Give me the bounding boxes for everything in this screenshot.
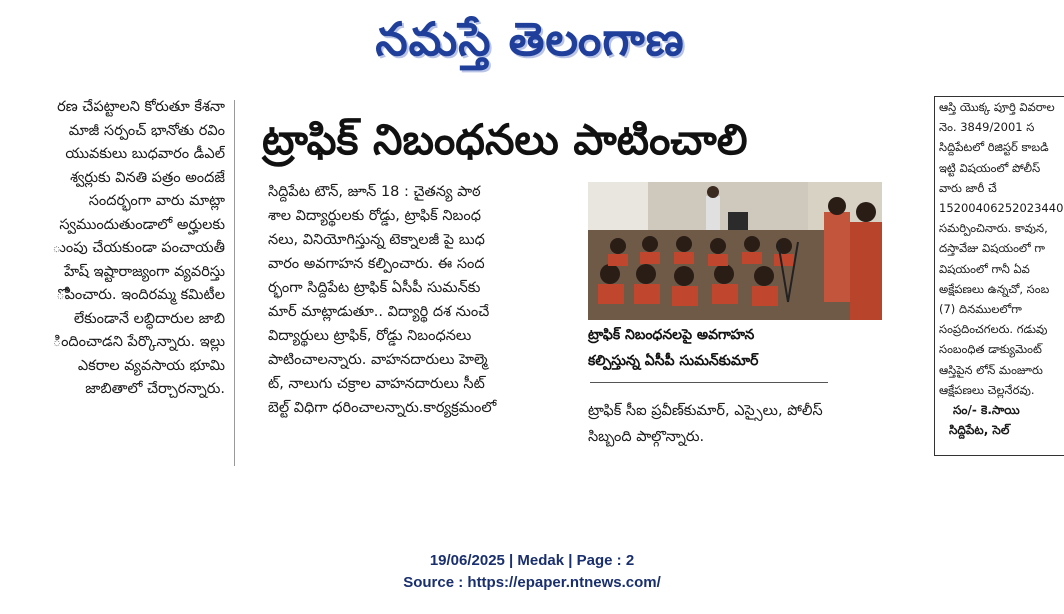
text-line: లేకుండానే లబ్ధిదారుల జాబి — [73, 310, 225, 327]
text-line: జాబితాలో చేర్చారన్నారు. — [85, 381, 225, 397]
footer-date-edition: 19/06/2025 | Medak | Page : 2 — [429, 552, 635, 569]
text-line: ుంపు చేయకుండా పంచాయతీ — [52, 240, 225, 256]
text-line: సిబ్బంది పాల్గొన్నారు. — [588, 429, 705, 445]
text-line: హేష్ ఇష్టారాజ్యంగా వ్యవరిస్తు — [64, 263, 225, 280]
text-line: సంబంధిత డాక్యుమెంట్ — [939, 342, 1042, 357]
text-line: ఇట్టి విషయంలో పోలీస్ — [939, 160, 1041, 175]
classroom-photo — [588, 182, 882, 320]
text-line: ఎకరాల వ్యవసాయ భూమి — [77, 357, 225, 374]
page-footer — [0, 550, 1064, 594]
caption-line: ట్రాఫిక్ నిబంధనలపై అవగాహన — [588, 327, 755, 343]
text-line: మార్ మాట్లాడుతూ.. విద్యార్థి దశ నుంచే — [268, 304, 490, 320]
text-line: 15200406252023440 — [939, 201, 1064, 216]
text-line: పాటించాలన్నారు. వాహనదారులు హెల్మె — [268, 352, 488, 368]
text-line: విద్యార్థులు ట్రాఫిక్, రోడ్డు నిబంధనలు — [268, 328, 472, 344]
text-line: యువకులు బుధవారం డీఎల్ — [65, 146, 225, 162]
left-article-column — [0, 96, 225, 476]
text-line: ిందించాడని పేర్కొన్నారు. ఇల్లు — [52, 334, 225, 350]
text-line: విషయంలో గానీ ఏవ — [939, 261, 1030, 276]
text-line: రణ చేపట్టాలని కోరుతూ కేశనా — [57, 99, 225, 115]
text-line: సిద్దిపేట టౌన్, జూన్ 18 : చైతన్య పాఠ — [268, 184, 481, 200]
text-line: ఆక్షేపణలు చెల్లనేరవు. — [939, 382, 1035, 397]
text-line: స్వముందుతుండాలో అర్హులకు — [59, 216, 225, 233]
article-body — [268, 180, 568, 460]
public-notice-box — [934, 96, 1064, 456]
text-line: ఆస్తిపైన లోన్ మంజూరు — [939, 362, 1043, 377]
signature-line: సం/- కె.సాయి — [953, 403, 1020, 418]
text-line: సందర్భంగా వారు మాట్లా — [88, 193, 225, 209]
article-headline: ట్రాఫిక్ నిబంధనలు పాటించాలి — [262, 115, 748, 164]
text-line: శాల విద్యార్థులకు రోడ్డు, ట్రాఫిక్ నిబంధ — [268, 208, 481, 224]
text-line: ట్రాఫిక్ సీఐ ప్రవీణ్‌కుమార్, ఎస్సైలు, పోలీస్ — [588, 403, 823, 419]
caption-divider — [590, 382, 828, 383]
signature-line: సిద్దిపేట, సెల్ — [949, 423, 1010, 438]
text-line: దస్తావేజు విషయంలో గా — [939, 241, 1046, 256]
article-continuation — [588, 398, 888, 450]
text-line: ట్, నాలుగు చక్రాల వాహనదారులు సీట్ — [268, 376, 485, 392]
text-line: సమర్పించినారు. కావున, — [939, 221, 1048, 236]
caption-line: కల్పిస్తున్న ఏసీపీ సుమన్‌కుమార్ — [588, 353, 759, 369]
text-line: వారు జారీ చే — [939, 180, 997, 195]
text-line: నలు, వినియోగిస్తున్న టెక్నాలజీ పై బుధ — [268, 232, 485, 248]
text-line: (7) దినములలోగా — [939, 302, 1022, 317]
text-line: ోపించారు. ఇందిరమ్మ కమిటీల — [56, 287, 225, 303]
text-line: వారం అవగాహన కల్పించారు. ఈ సంద — [268, 256, 485, 272]
text-line: బెల్ట్ విధిగా ధరించాలన్నారు.కార్యక్రమంలో — [268, 400, 497, 416]
text-line: మాజీ సర్పంచ్ భానోతు రవిం — [68, 122, 225, 139]
newspaper-masthead: నమస్తే తెలంగాణ — [375, 12, 685, 66]
text-line: అక్షేపణలు ఉన్నచో, సంబ — [939, 281, 1050, 296]
text-line: ర్భంగా సిద్దిపేట ట్రాఫిక్ ఏసీపీ సుమన్‌కు — [268, 280, 481, 296]
text-line: ఆస్తి యొక్క పూర్తి వివరాల — [939, 100, 1055, 114]
footer-source: Source : https://epaper.ntnews.com/ — [403, 574, 661, 591]
text-line: సంప్రదించగలరు. గడువు — [939, 322, 1048, 337]
text-line: సిద్దిపేటలో రిజిస్టర్ కాబడి — [939, 140, 1049, 155]
text-line: నెం. 3849/2001 స — [939, 120, 1035, 135]
photo-caption — [588, 322, 858, 374]
column-divider — [234, 100, 235, 466]
text-line: శ్వర్లుకు వినతి పత్రం అందజే — [70, 169, 225, 186]
classroom-photo-illustration — [588, 182, 882, 320]
